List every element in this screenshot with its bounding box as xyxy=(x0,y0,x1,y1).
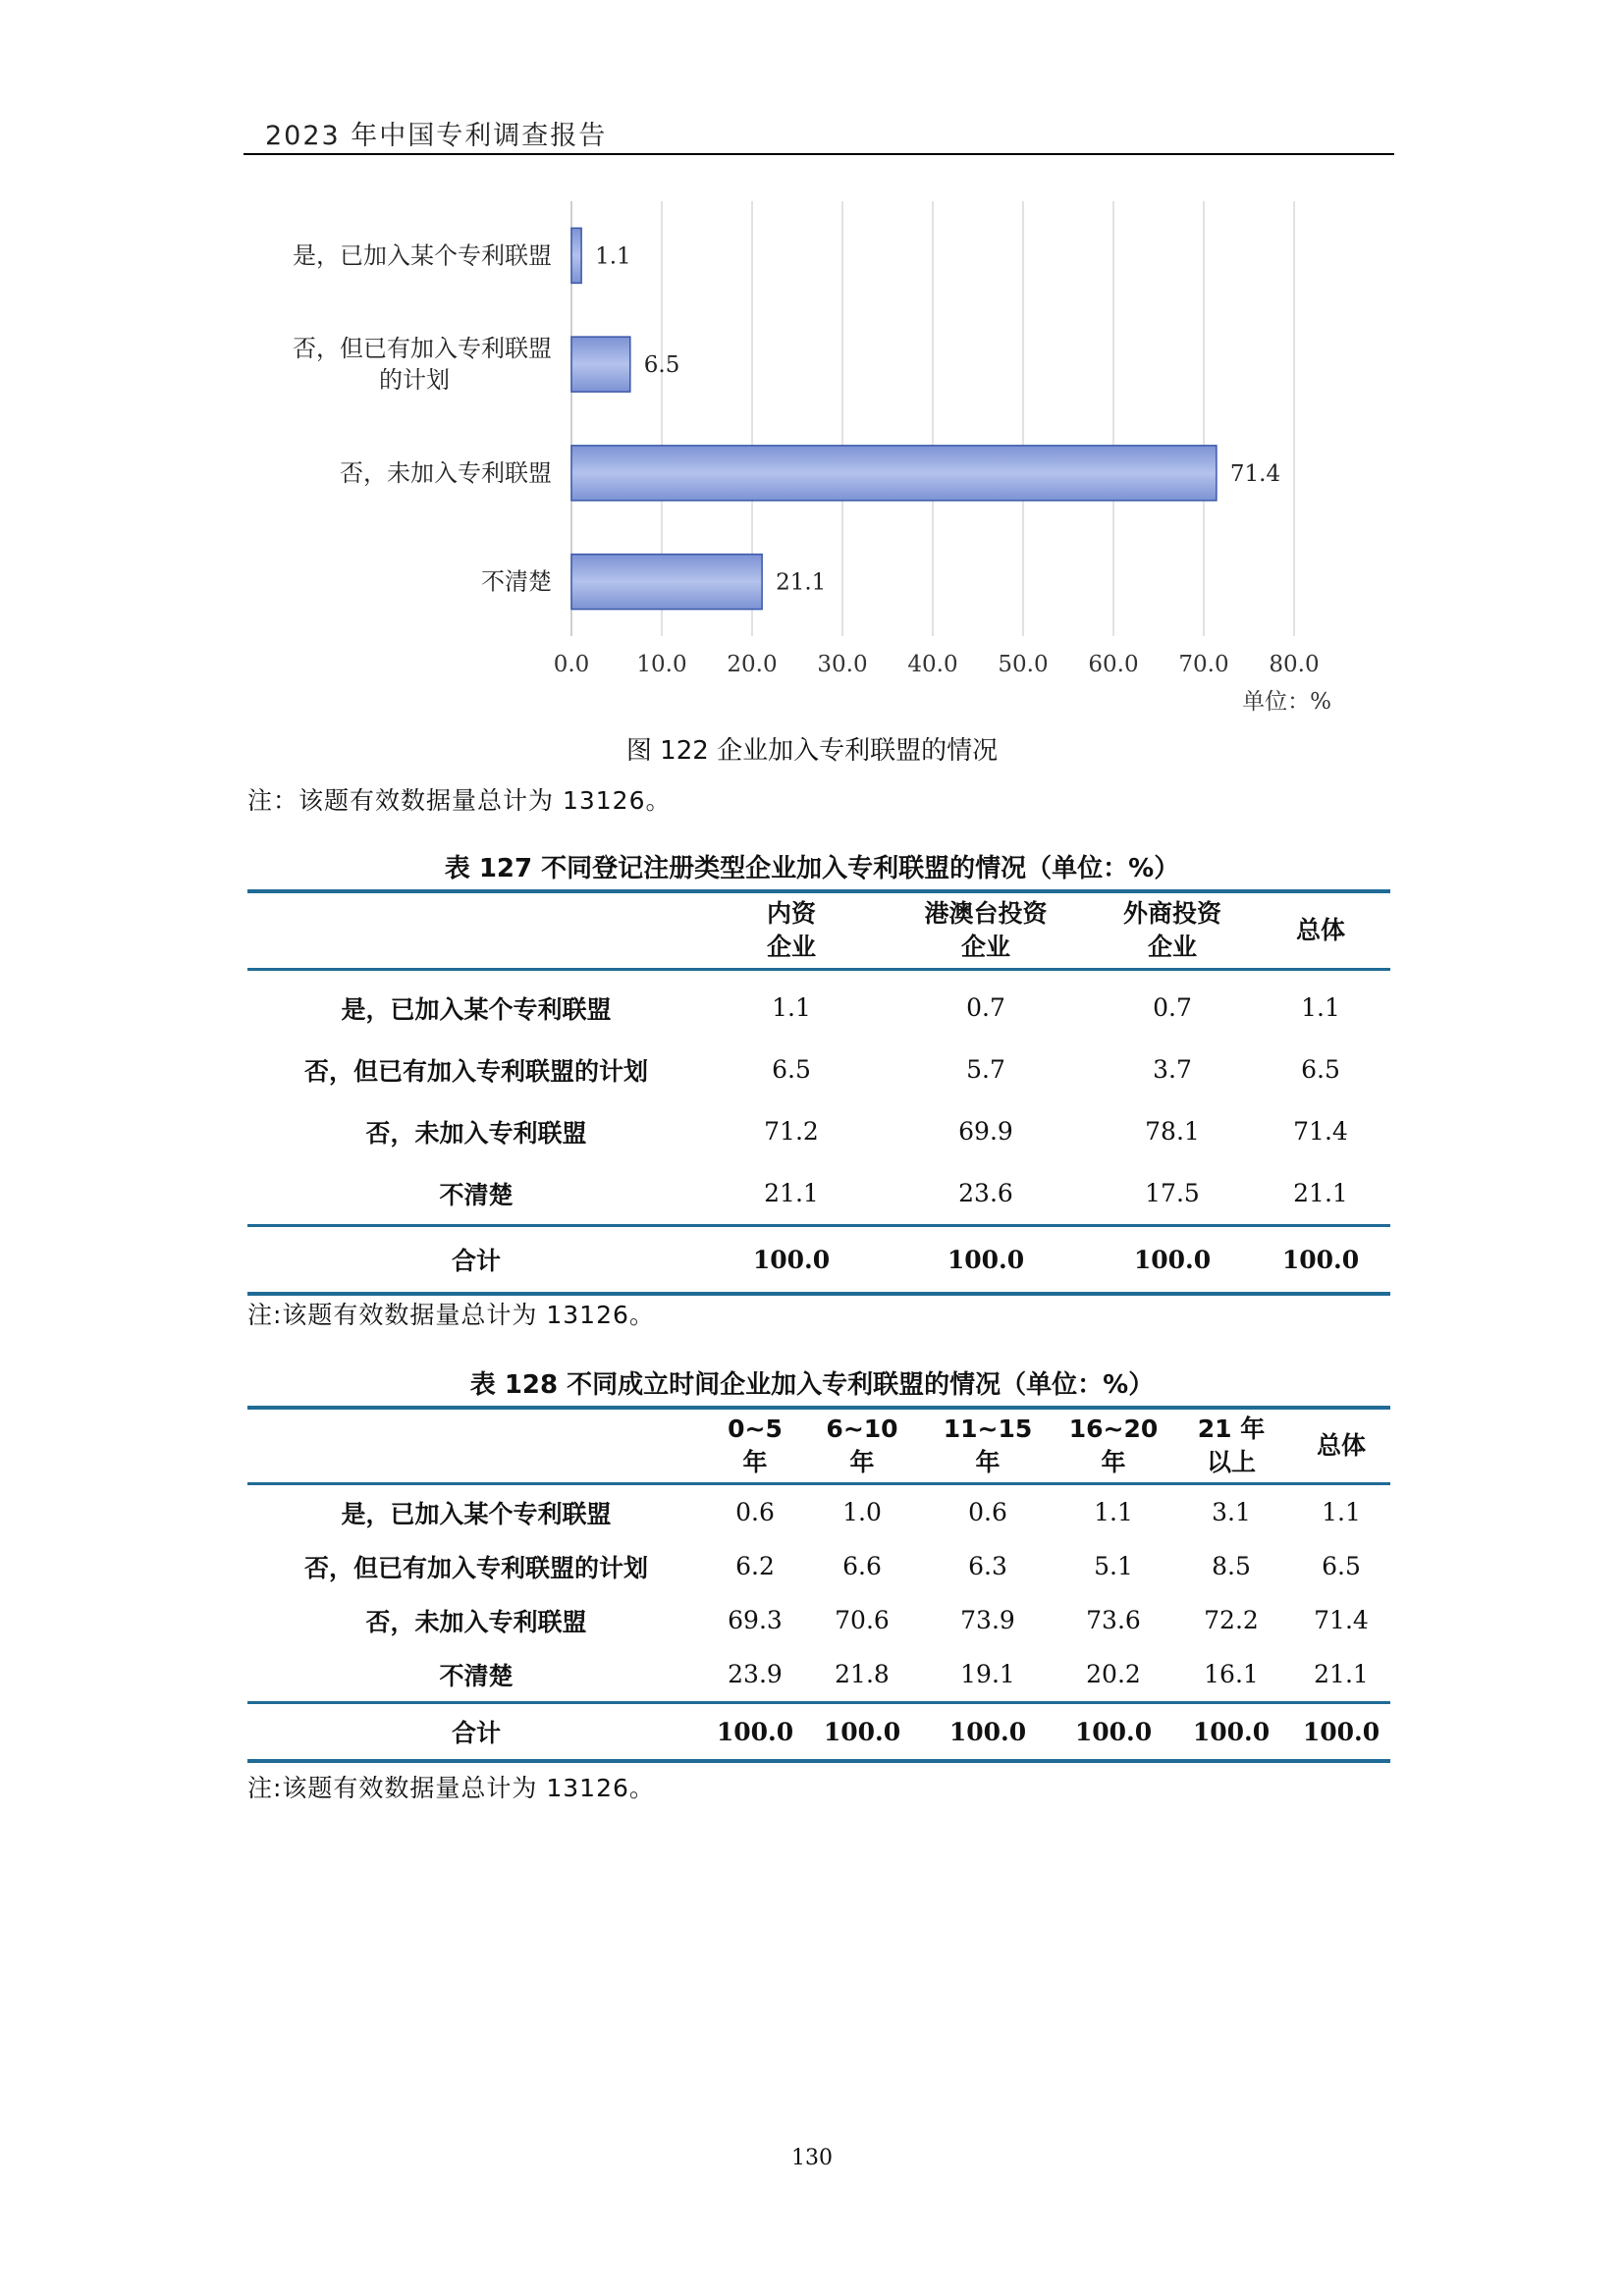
column-header-line: 企业 xyxy=(960,933,1010,961)
table-cell: 70.6 xyxy=(835,1606,890,1634)
table-header-blank xyxy=(247,1408,705,1484)
x-tick-label: 10.0 xyxy=(636,652,687,677)
alliance-bar-chart xyxy=(0,0,1624,726)
unit-label: 单位：% xyxy=(1242,689,1331,715)
x-tick-label: 80.0 xyxy=(1269,652,1320,677)
total-cell: 100.0 xyxy=(1094,1226,1251,1295)
table-cell: 1.1 xyxy=(772,993,811,1022)
column-header-line: 年 xyxy=(1101,1448,1126,1476)
x-tick-label: 60.0 xyxy=(1088,652,1139,677)
x-tick-label: 30.0 xyxy=(817,652,868,677)
x-tick-label: 40.0 xyxy=(907,652,958,677)
column-header xyxy=(919,1408,1056,1484)
table-128-note: 注:该题有效数据量总计为 13126。 xyxy=(247,1774,655,1802)
table-127 xyxy=(247,889,1390,1296)
table-cell: 0.7 xyxy=(1153,993,1192,1022)
row-label: 是，已加入某个专利联盟 xyxy=(341,1499,612,1528)
table-cell: 1.1 xyxy=(1301,993,1340,1022)
column-header xyxy=(1094,891,1251,970)
column-header xyxy=(1292,1408,1390,1484)
row-label: 否，但已有加入专利联盟的计划 xyxy=(303,1553,648,1582)
table-row xyxy=(247,1100,1390,1162)
column-header xyxy=(1170,1408,1292,1484)
table-128 xyxy=(247,1406,1390,1763)
bar xyxy=(571,228,581,283)
table-row xyxy=(247,1539,1390,1593)
table-127-title: 表 127 不同登记注册类型企业加入专利联盟的情况（单位：%） xyxy=(444,854,1180,883)
table-cell: 73.9 xyxy=(960,1606,1015,1634)
column-header-line: 0~5 xyxy=(728,1415,783,1443)
column-header xyxy=(1251,891,1390,970)
table-cell: 20.2 xyxy=(1086,1660,1141,1688)
table-cell: 6.2 xyxy=(735,1552,775,1580)
column-header-line: 企业 xyxy=(766,933,816,961)
table-cell: 6.5 xyxy=(1322,1552,1361,1580)
bar-value-label: 21.1 xyxy=(776,569,827,596)
table-cell: 71.2 xyxy=(764,1117,819,1146)
table-cell: 6.3 xyxy=(968,1552,1007,1580)
column-header-line: 11~15 xyxy=(943,1415,1033,1443)
column-header-line: 年 xyxy=(975,1448,1001,1476)
bar-value-label: 71.4 xyxy=(1229,460,1281,487)
total-cell: 100.0 xyxy=(705,1703,805,1762)
total-cell: 100.0 xyxy=(1292,1703,1390,1762)
column-header-line: 总体 xyxy=(1316,1431,1366,1460)
column-header xyxy=(705,1408,805,1484)
table-row xyxy=(247,1647,1390,1703)
table-cell: 23.6 xyxy=(958,1179,1013,1207)
table-cell: 5.7 xyxy=(966,1055,1005,1084)
table-127-note: 注:该题有效数据量总计为 13126。 xyxy=(247,1301,655,1329)
x-tick-label: 20.0 xyxy=(727,652,778,677)
row-label: 否，但已有加入专利联盟的计划 xyxy=(303,1056,648,1086)
table-row xyxy=(247,970,1390,1040)
total-row xyxy=(247,1703,1390,1762)
total-cell: 100.0 xyxy=(878,1226,1094,1295)
figure-note: 注：该题有效数据量总计为 13126。 xyxy=(247,786,672,815)
table-cell: 0.6 xyxy=(968,1498,1007,1526)
total-cell: 100.0 xyxy=(1251,1226,1390,1295)
table-cell: 23.9 xyxy=(728,1660,783,1688)
column-header-line: 6~10 xyxy=(826,1415,898,1443)
column-header-line: 企业 xyxy=(1147,933,1197,961)
column-header-line: 年 xyxy=(849,1448,875,1476)
bar xyxy=(571,555,762,610)
column-header xyxy=(1056,1408,1170,1484)
table-cell: 1.0 xyxy=(842,1498,882,1526)
x-tick-label: 0.0 xyxy=(553,652,590,677)
column-header xyxy=(805,1408,919,1484)
table-cell: 6.5 xyxy=(772,1055,811,1084)
table-cell: 6.5 xyxy=(1301,1055,1340,1084)
column-header xyxy=(878,891,1094,970)
category-label: 的计划 xyxy=(379,366,450,395)
x-tick-label: 70.0 xyxy=(1178,652,1229,677)
table-cell: 19.1 xyxy=(960,1660,1015,1688)
total-row xyxy=(247,1226,1390,1295)
total-label: 合计 xyxy=(247,1703,705,1762)
column-header-line: 港澳台投资 xyxy=(924,899,1048,928)
column-header-line: 16~20 xyxy=(1068,1415,1159,1443)
table-row xyxy=(247,1593,1390,1647)
table-cell: 72.2 xyxy=(1204,1606,1259,1634)
category-label: 否，但已有加入专利联盟 xyxy=(293,335,552,363)
column-header-line: 21 年 xyxy=(1197,1415,1266,1443)
table-cell: 69.3 xyxy=(728,1606,783,1634)
column-header-line: 总体 xyxy=(1295,916,1345,944)
bar-value-label: 1.1 xyxy=(595,243,631,270)
category-label: 否，未加入专利联盟 xyxy=(340,458,552,487)
table-cell: 1.1 xyxy=(1322,1498,1361,1526)
table-row xyxy=(247,1484,1390,1540)
row-label: 是，已加入某个专利联盟 xyxy=(341,994,612,1024)
table-cell: 78.1 xyxy=(1145,1117,1200,1146)
table-cell: 1.1 xyxy=(1094,1498,1133,1526)
table-cell: 69.9 xyxy=(958,1117,1013,1146)
table-cell: 21.8 xyxy=(835,1660,890,1688)
table-cell: 0.6 xyxy=(735,1498,775,1526)
total-label: 合计 xyxy=(247,1226,705,1295)
table-cell: 73.6 xyxy=(1086,1606,1141,1634)
table-row xyxy=(247,1162,1390,1226)
table-cell: 21.1 xyxy=(764,1179,819,1207)
total-cell: 100.0 xyxy=(919,1703,1056,1762)
table-row xyxy=(247,1039,1390,1100)
row-label: 否，未加入专利联盟 xyxy=(365,1118,587,1148)
total-cell: 100.0 xyxy=(1170,1703,1292,1762)
table-cell: 3.7 xyxy=(1153,1055,1192,1084)
bar xyxy=(571,446,1217,501)
total-cell: 100.0 xyxy=(705,1226,878,1295)
table-cell: 8.5 xyxy=(1212,1552,1251,1580)
total-cell: 100.0 xyxy=(805,1703,919,1762)
row-label: 不清楚 xyxy=(439,1661,514,1690)
column-header xyxy=(705,891,878,970)
table-cell: 6.6 xyxy=(842,1552,882,1580)
report-title: 2023 年中国专利调查报告 xyxy=(265,121,608,151)
x-tick-label: 50.0 xyxy=(998,652,1049,677)
column-header-line: 年 xyxy=(742,1448,768,1476)
category-label: 是，已加入某个专利联盟 xyxy=(293,241,552,270)
table-cell: 21.1 xyxy=(1314,1660,1369,1688)
bar-value-label: 6.5 xyxy=(643,352,680,379)
table-header-blank xyxy=(247,891,705,970)
table-cell: 71.4 xyxy=(1293,1117,1348,1146)
table-cell: 21.1 xyxy=(1293,1179,1348,1207)
row-label: 否，未加入专利联盟 xyxy=(365,1607,587,1636)
column-header-line: 内资 xyxy=(766,899,816,928)
table-cell: 16.1 xyxy=(1204,1660,1259,1688)
total-cell: 100.0 xyxy=(1056,1703,1170,1762)
table-cell: 5.1 xyxy=(1094,1552,1133,1580)
table-cell: 71.4 xyxy=(1314,1606,1369,1634)
row-label: 不清楚 xyxy=(439,1180,514,1209)
table-cell: 17.5 xyxy=(1145,1179,1200,1207)
table-128-title: 表 128 不同成立时间企业加入专利联盟的情况（单位：%） xyxy=(469,1370,1155,1400)
page-number: 130 xyxy=(791,2146,833,2170)
bar xyxy=(571,337,630,392)
column-header-line: 以上 xyxy=(1206,1448,1256,1476)
column-header-line: 外商投资 xyxy=(1122,899,1221,928)
category-label: 不清楚 xyxy=(481,567,552,596)
table-cell: 3.1 xyxy=(1212,1498,1251,1526)
table-cell: 0.7 xyxy=(966,993,1005,1022)
figure-caption: 图 122 企业加入专利联盟的情况 xyxy=(625,736,999,766)
